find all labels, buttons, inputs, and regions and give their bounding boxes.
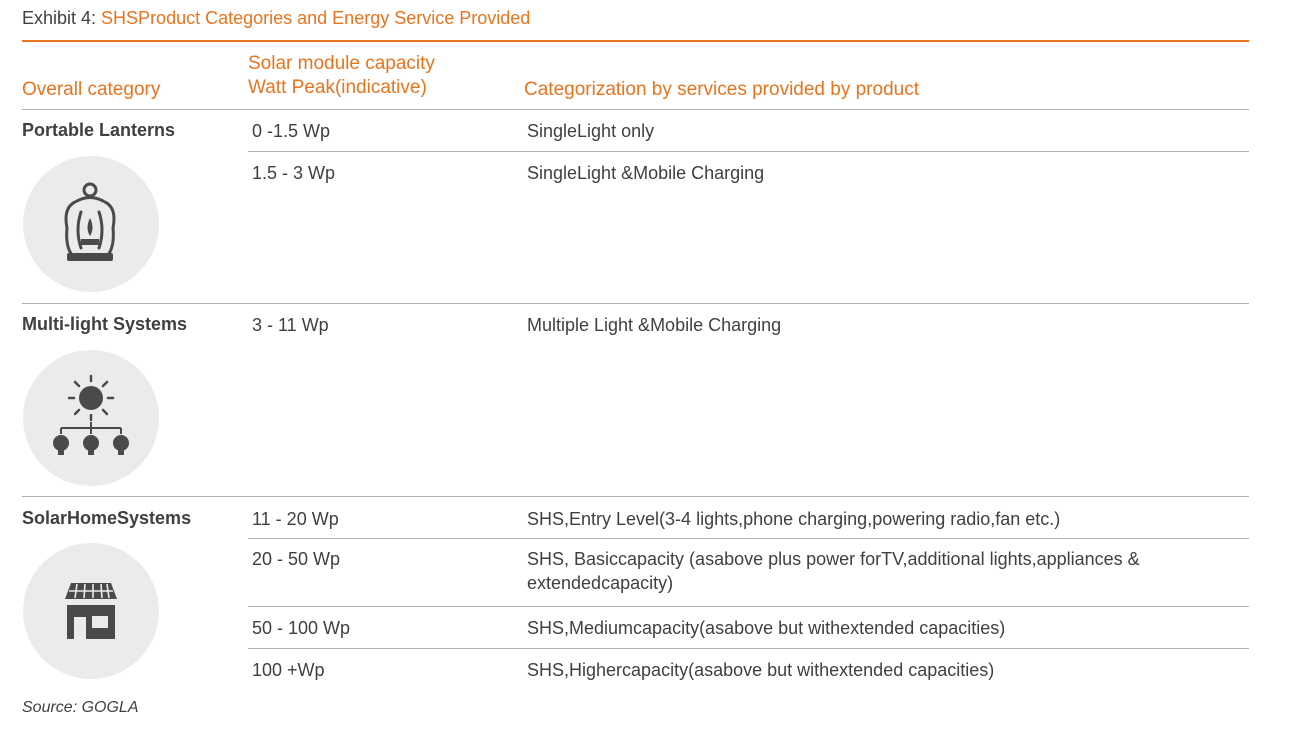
- row-divider: [248, 151, 1249, 152]
- header-capacity-line2: Watt Peak(indicative): [248, 77, 427, 98]
- top-rule: [22, 40, 1249, 42]
- capacity-cell: 0 -1.5 Wp: [252, 121, 331, 141]
- service-cell: SHS, Basiccapacity (asabove plus power forTV,additional lights,appliances & extendedcapacity): [527, 549, 1140, 593]
- service-cell: SingleLight &Mobile Charging: [527, 163, 765, 183]
- service-cell: SingleLight only: [527, 121, 655, 141]
- header-divider: [22, 109, 1249, 110]
- solar-home-icon: [23, 543, 159, 679]
- source-note: Source: GOGLA: [22, 699, 139, 716]
- capacity-cell: 20 - 50 Wp: [252, 549, 341, 569]
- capacity-cell: 100 +Wp: [252, 660, 325, 680]
- capacity-cell: 1.5 - 3 Wp: [252, 163, 336, 183]
- exhibit-title: SHSProduct Categories and Energy Service Provided: [101, 8, 531, 28]
- exhibit-prefix: Exhibit 4:: [22, 8, 102, 28]
- header-capacity-line1: Solar module capacity: [248, 53, 435, 74]
- category-label-multi-light-systems: Multi-light Systems: [22, 314, 188, 334]
- lantern-icon: [23, 156, 159, 292]
- row-divider: [248, 606, 1249, 607]
- capacity-cell: 11 - 20 Wp: [252, 509, 339, 529]
- sun-bulbs-icon-badge: [23, 350, 159, 486]
- capacity-cell: 3 - 11 Wp: [252, 315, 329, 335]
- service-cell: Multiple Light &Mobile Charging: [527, 315, 782, 335]
- sun-bulbs-icon: [23, 350, 159, 486]
- row-divider: [248, 648, 1249, 649]
- service-cell: SHS,Highercapacity(asabove but withextended capacities): [527, 660, 995, 680]
- header-services: Categorization by services provided by product: [524, 79, 919, 100]
- exhibit-caption: [22, 8, 530, 29]
- row-divider: [248, 538, 1249, 539]
- capacity-cell: 50 - 100 Wp: [252, 618, 351, 638]
- header-category: Overall category: [22, 79, 161, 100]
- category-label-portable-lanterns: Portable Lanterns: [22, 120, 176, 140]
- group-divider: [22, 496, 1249, 497]
- header-capacity: [248, 52, 435, 100]
- solar-home-icon-badge: [23, 543, 159, 679]
- group-divider: [22, 303, 1249, 304]
- category-label-solar-home-systems: SolarHomeSystems: [22, 508, 192, 528]
- lantern-icon-badge: [23, 156, 159, 292]
- service-cell: SHS,Entry Level(3-4 lights,phone charging,powering radio,fan etc.): [527, 509, 1061, 529]
- service-cell: SHS,Mediumcapacity(asabove but withextended capacities): [527, 618, 1006, 638]
